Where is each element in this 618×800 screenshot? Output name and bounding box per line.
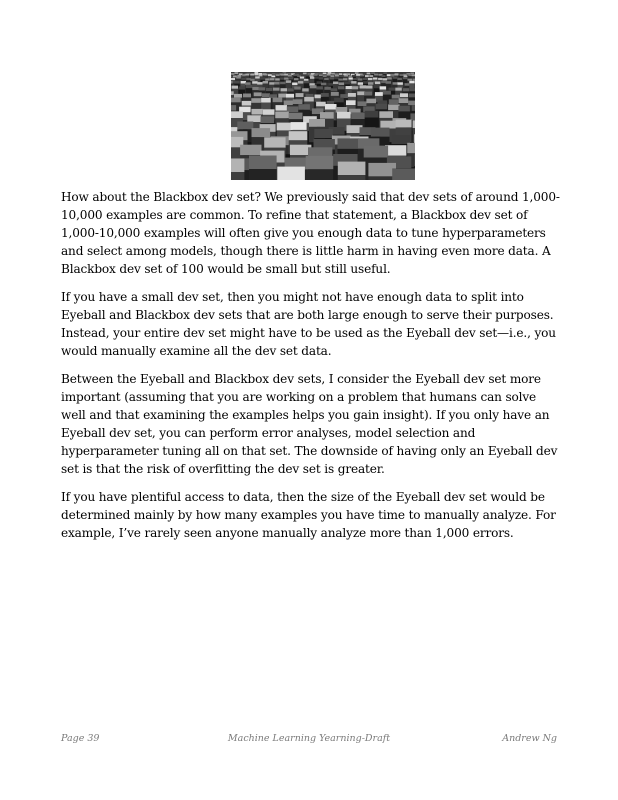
cube-top: [268, 74, 272, 76]
cube-top: [306, 156, 334, 170]
cube-top: [363, 81, 368, 84]
cube-top: [352, 75, 356, 77]
cube-top: [348, 93, 356, 97]
cube-top: [412, 74, 415, 76]
cube-top: [298, 104, 310, 110]
cube-top: [309, 119, 325, 127]
cube-top: [269, 82, 274, 85]
cube-side: [304, 83, 309, 88]
cube-top: [245, 82, 250, 85]
cube-top: [287, 106, 299, 112]
cube-top: [346, 86, 353, 89]
cube-top: [270, 78, 275, 80]
cube-top: [403, 88, 410, 91]
cube-top: [304, 81, 309, 84]
cube-top: [338, 162, 366, 176]
cube-top: [378, 78, 383, 80]
cube-top: [386, 81, 391, 84]
cube-top: [331, 92, 339, 96]
cube-top: [246, 85, 253, 88]
cube-top: [233, 76, 237, 78]
cube-top: [408, 79, 413, 81]
cube-top: [304, 97, 314, 102]
cube-top: [364, 92, 372, 96]
cube-top: [400, 74, 404, 76]
cube-top: [287, 88, 294, 91]
cube-top: [380, 121, 396, 129]
cube-top: [339, 73, 343, 75]
cube-top: [231, 81, 233, 84]
cube-top: [286, 80, 291, 83]
paragraph: Between the Eyeball and Blackbox dev sets, I consider the Eyeball dev set more important (assuming that you are working on a problem that humans can solve well and that examining the examples helps you gain insight). If you only have an Eyeball dev set, you can perform error analyses, model selection and hyperparameter tuning all on that set. The downside of having only an Eyeball dev set is that the risk of overfitting the dev set is greater.: [61, 372, 558, 476]
cube-top: [331, 75, 335, 77]
footer-page-number: Page 39: [61, 733, 100, 744]
cube-top: [358, 78, 363, 80]
cube-top: [387, 77, 392, 79]
cube-top: [255, 76, 260, 78]
cube-top: [398, 106, 410, 112]
cube-top: [289, 77, 294, 79]
cube-top: [409, 81, 414, 84]
cube-top: [304, 79, 309, 81]
cube-side: [405, 86, 410, 88]
cube-top: [383, 78, 388, 80]
cube-top: [412, 105, 415, 111]
cube-top: [259, 75, 263, 77]
cube-top: [375, 82, 380, 85]
cube-top: [231, 91, 234, 95]
cube-top: [284, 74, 288, 76]
cube-side: [338, 175, 366, 180]
cube-top: [280, 74, 284, 76]
footer-author: Andrew Ng: [502, 733, 557, 744]
cube-top: [316, 86, 323, 89]
cube-top: [408, 74, 412, 76]
cube-top: [280, 78, 285, 80]
cube-top: [371, 128, 390, 137]
cube-side: [386, 84, 391, 88]
cube-top: [314, 77, 319, 79]
cube-top: [338, 138, 359, 149]
cube-top: [325, 104, 337, 110]
cube-top: [273, 88, 280, 91]
cube-top: [257, 82, 262, 85]
cube-top: [357, 91, 365, 95]
cube-top: [356, 74, 360, 76]
cube-top: [316, 102, 326, 107]
cube-top: [337, 112, 351, 119]
cube-top: [336, 107, 348, 113]
cube-top: [410, 88, 416, 91]
cube-top: [231, 105, 236, 111]
cube-top: [251, 98, 261, 103]
cube-side: [306, 76, 310, 79]
cube-top: [338, 79, 343, 81]
cube-top: [323, 75, 327, 77]
cube-top: [298, 81, 303, 84]
cube-top: [262, 93, 270, 97]
cube-top: [398, 82, 403, 85]
cube-side: [368, 176, 396, 180]
cube-top: [306, 75, 310, 77]
cube-top: [365, 111, 379, 118]
cube-top: [275, 112, 289, 119]
cube-top: [389, 99, 399, 104]
cube-top: [276, 74, 280, 76]
cube-top: [242, 101, 252, 106]
cube-top: [275, 78, 280, 80]
cube-top: [254, 92, 262, 96]
cube-top: [246, 78, 251, 80]
cube-top: [234, 94, 242, 98]
cube-top: [382, 75, 386, 77]
cube-top: [413, 79, 416, 81]
cube-top: [263, 74, 267, 76]
cube-top: [281, 88, 288, 91]
cube-top: [339, 82, 344, 85]
cube-top: [368, 163, 396, 177]
cube-side: [231, 172, 244, 180]
cube-top: [364, 146, 388, 158]
cube-top: [300, 77, 305, 79]
cube-top: [390, 75, 394, 77]
cube-top: [334, 77, 339, 79]
cube-top: [340, 94, 348, 98]
cube-top: [344, 75, 348, 77]
cube-top: [319, 77, 324, 79]
cube-top: [396, 120, 412, 128]
cube-top: [387, 74, 391, 76]
cube-top: [252, 128, 271, 137]
cube-top: [234, 81, 239, 84]
cube-top: [293, 99, 303, 104]
cube-side: [324, 80, 329, 83]
cube-top: [239, 86, 246, 89]
cube-top: [409, 94, 415, 98]
cube-top: [410, 73, 414, 75]
cube-top: [276, 105, 288, 111]
cube-top: [237, 122, 253, 130]
cube-top: [345, 82, 350, 85]
cube-top: [303, 73, 307, 75]
cube-top: [237, 75, 241, 77]
cube-top: [250, 79, 255, 81]
cube-top: [271, 75, 275, 77]
cube-top: [335, 75, 339, 77]
cube-top: [355, 72, 359, 74]
cube-top: [374, 85, 381, 88]
cube-top: [302, 88, 309, 91]
cube-top: [373, 78, 378, 80]
cube-top: [321, 83, 326, 86]
footer-book-title: Machine Learning Yearning-Draft: [227, 733, 391, 744]
cube-top: [284, 78, 289, 80]
cube-top: [277, 167, 305, 180]
cube-top: [389, 88, 396, 91]
cube-top: [404, 75, 408, 77]
cube-top: [407, 143, 415, 154]
cube-top: [236, 77, 241, 79]
cube-top: [388, 104, 400, 110]
cube-side: [409, 83, 414, 88]
cubes-illustration: [231, 72, 415, 180]
cube-top: [379, 111, 393, 118]
cube-top: [310, 77, 315, 79]
cube-top: [360, 85, 367, 88]
cube-top: [380, 86, 387, 89]
cube-top: [320, 112, 334, 119]
cube-top: [392, 135, 411, 144]
cube-side: [333, 84, 338, 88]
cube-top: [310, 85, 317, 88]
paragraph: If you have plentiful access to data, then the size of the Eyeball dev set would be determined mainly by how many examples you have time to manually analyze. For example, I’ve rarely seen anyone manually analyze more than 1,000 errors.: [61, 490, 556, 540]
cube-top: [349, 75, 353, 77]
cube-top: [263, 81, 268, 84]
cube-top: [328, 72, 332, 74]
cube-top: [353, 78, 358, 80]
cube-top: [367, 73, 371, 75]
cube-top: [291, 122, 307, 130]
cube-top: [261, 78, 266, 80]
cube-top: [265, 78, 270, 80]
cube-top: [357, 101, 367, 106]
cube-top: [400, 93, 408, 97]
cube-top: [358, 82, 363, 85]
cube-top: [408, 101, 415, 106]
cube-top: [383, 72, 387, 74]
cube-top: [314, 74, 318, 76]
cube-top: [293, 74, 297, 76]
cube-top: [351, 112, 365, 119]
cube-top: [264, 137, 285, 148]
cube-top: [231, 78, 235, 80]
cube-top: [392, 168, 415, 180]
cube-top: [250, 74, 254, 76]
cube-top: [333, 82, 338, 85]
cube-top: [392, 95, 400, 99]
cube-side: [306, 169, 334, 180]
cube-top: [324, 78, 329, 80]
page-footer: [61, 733, 557, 749]
cube-top: [331, 88, 338, 91]
cube-top: [288, 75, 292, 77]
body-text: [61, 188, 561, 552]
cube-top: [351, 81, 356, 84]
cube-top: [366, 99, 376, 104]
cube-top: [393, 77, 398, 79]
cube-top: [314, 129, 333, 138]
cube-top: [369, 75, 373, 77]
cube-top: [319, 73, 323, 75]
cube-top: [266, 88, 273, 91]
cube-top: [289, 113, 303, 120]
cube-top: [410, 113, 415, 120]
cube-top: [263, 109, 275, 115]
blackbox-cubes-image: [231, 72, 415, 180]
cube-side: [403, 79, 408, 83]
cube-top: [289, 131, 308, 140]
cube-top: [245, 74, 249, 76]
cube-top: [251, 109, 263, 115]
cube-top: [405, 83, 410, 86]
cube-top: [363, 78, 368, 80]
cube-top: [334, 98, 344, 103]
cube-top: [321, 93, 329, 97]
cube-top: [294, 87, 301, 90]
cube-top: [338, 86, 345, 89]
cube-side: [310, 79, 315, 83]
cube-top: [247, 115, 261, 122]
cube-top: [413, 120, 415, 128]
cube-top: [383, 91, 391, 95]
cube-top: [261, 98, 271, 103]
cube-top: [397, 78, 402, 80]
cube-side: [286, 83, 291, 88]
cube-side: [357, 95, 365, 102]
cube-top: [395, 74, 399, 76]
cube-top: [241, 78, 246, 80]
paragraph: How about the Blackbox dev set? We previously said that dev sets of around 1,000-10,000 examples are common. To refine that statement, a Blackbox dev set of 1,000-10,000 examples will often give you enough data to tune hyperparameters and select among models, though there is little harm in having even more data. A Blackbox dev set of 100 would be small but still useful.: [61, 190, 560, 276]
cube-top: [259, 87, 266, 90]
cube-top: [232, 86, 239, 89]
cube-top: [288, 73, 292, 75]
cube-top: [323, 73, 327, 75]
cube-top: [360, 74, 364, 76]
cube-top: [393, 82, 398, 85]
cube-top: [368, 82, 373, 85]
paragraph: If you have a small dev set, then you might not have enough data to split into Eyeball and Blackbox dev sets that are both large enough to serve their purposes. Instead, your entire dev set might have to be used as the Eyeball dev set—i.e., you would manually examine all the dev set data.: [61, 290, 556, 358]
cube-top: [283, 72, 287, 74]
cube-side: [249, 169, 277, 180]
cube-top: [399, 98, 409, 103]
cube-top: [231, 75, 232, 77]
cube-top: [343, 78, 348, 80]
cube-top: [252, 87, 258, 90]
cube-top: [349, 78, 354, 80]
cube-top: [231, 111, 243, 118]
cube-top: [403, 77, 408, 79]
cube-top: [278, 94, 286, 98]
cube-top: [277, 123, 293, 131]
cube-top: [274, 82, 279, 85]
cube-top: [243, 94, 251, 98]
cube-top: [254, 74, 258, 76]
cube-top: [296, 93, 304, 97]
cube-top: [319, 74, 323, 76]
cube-top: [273, 98, 283, 103]
cube-top: [280, 82, 285, 85]
cube-side: [280, 84, 285, 88]
cube-top: [261, 116, 275, 123]
cube-side: [338, 89, 345, 94]
cube-top: [330, 77, 335, 79]
cube-top: [376, 104, 388, 110]
cube-top: [249, 156, 277, 170]
cube-top: [375, 92, 383, 96]
cube-top: [385, 145, 406, 156]
cube-top: [365, 75, 369, 77]
cube-top: [292, 83, 297, 86]
cube-top: [272, 73, 276, 75]
cube-top: [231, 159, 244, 173]
cube-top: [294, 78, 299, 80]
cube-top: [241, 81, 246, 84]
cube-top: [231, 73, 234, 75]
cube-top: [240, 145, 261, 156]
cube-top: [252, 81, 257, 84]
cube-top: [286, 94, 294, 98]
cube-top: [231, 98, 241, 103]
cube-top: [414, 134, 415, 143]
cube-top: [235, 72, 239, 74]
cube-top: [324, 87, 331, 90]
cube-top: [395, 88, 402, 91]
cube-top: [366, 86, 373, 89]
cube-top: [352, 86, 359, 89]
cube-side: [310, 88, 317, 94]
cube-top: [327, 74, 331, 76]
cube-top: [368, 78, 373, 80]
cube-top: [339, 76, 343, 78]
cube-top: [346, 100, 356, 105]
cube-top: [374, 74, 378, 76]
cube-top: [414, 154, 415, 166]
cube-top: [284, 101, 294, 106]
